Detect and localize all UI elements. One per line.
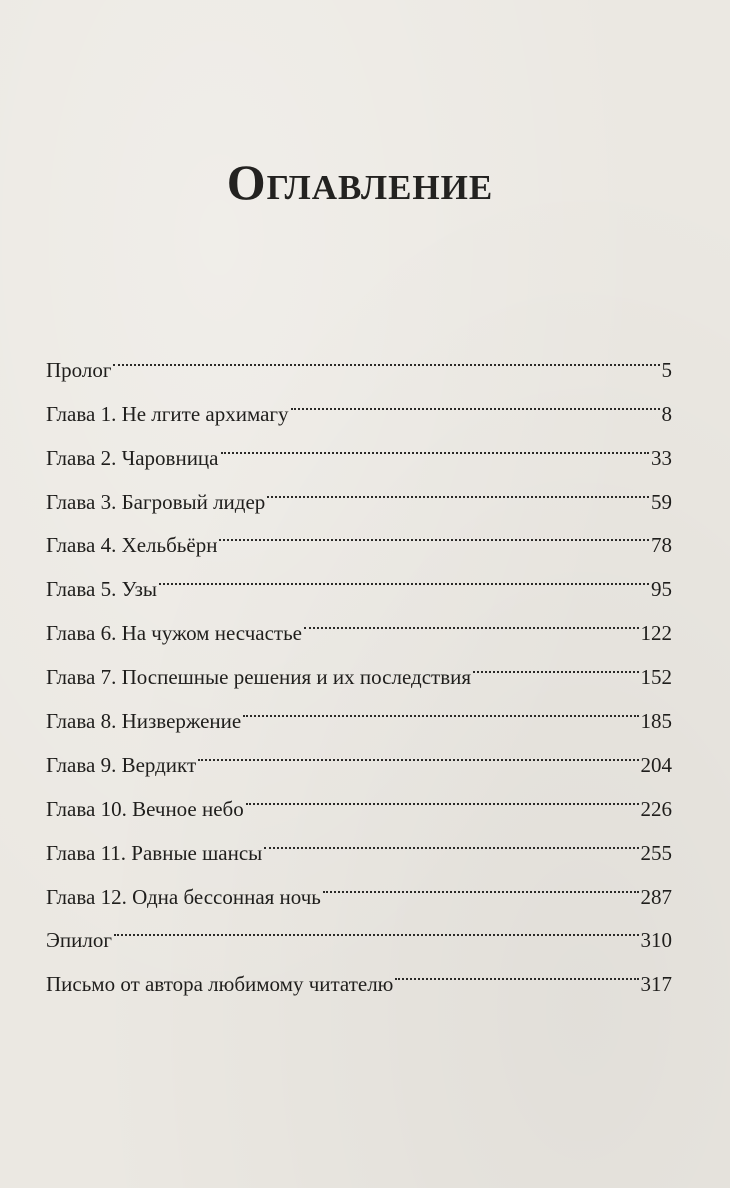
toc-entry-page: 152 (640, 665, 672, 690)
dot-leader (291, 377, 660, 421)
toc-entry-title: Письмо от автора любимому читателю (46, 972, 394, 997)
table-of-contents (46, 333, 672, 997)
toc-entry-title: Глава 4. Хельбьёрн (46, 533, 218, 558)
toc-entry-title: Глава 7. Поспешные решения и их последствия (46, 665, 472, 690)
toc-entry-title: Глава 11. Равные шансы (46, 840, 263, 865)
toc-entry-page: 122 (640, 621, 672, 646)
dot-leader (221, 421, 650, 465)
toc-entry-title: Глава 5. Узы (46, 577, 157, 602)
toc-entry (46, 947, 672, 997)
toc-entry-page: 95 (651, 577, 672, 602)
toc-entry (46, 904, 672, 953)
toc-entry-title: Пролог (46, 357, 112, 382)
dot-leader (246, 772, 639, 816)
dot-leader (304, 596, 639, 640)
dot-leader (114, 904, 639, 948)
toc-entry-page: 185 (640, 709, 672, 734)
page-title: Оглавление (226, 153, 494, 210)
toc-entry-page: 33 (651, 445, 672, 470)
toc-entry-page: 204 (640, 752, 672, 777)
toc-entry-page: 59 (651, 489, 672, 514)
toc-entry-title: Глава 1. Не лгите архимагу (46, 401, 289, 426)
dot-leader (243, 684, 638, 728)
toc-entry-page: 287 (640, 884, 672, 909)
dot-leader (395, 947, 638, 991)
toc-entry-title: Глава 9. Вердикт (46, 752, 197, 777)
dot-leader (264, 816, 638, 860)
dot-leader (198, 728, 638, 772)
dot-leader (159, 552, 649, 596)
dot-leader (113, 333, 659, 377)
toc-entry-page: 226 (640, 796, 672, 821)
toc-entry-page: 8 (661, 401, 672, 426)
toc-entry-title: Глава 6. На чужом несчастье (46, 621, 302, 646)
dot-leader (219, 509, 649, 553)
toc-entry-title: Глава 8. Низвержение (46, 709, 242, 734)
toc-entry-page: 317 (640, 972, 672, 997)
dot-leader (323, 860, 639, 904)
toc-entry-page: 78 (651, 533, 672, 558)
toc-entry (46, 377, 672, 426)
toc-entry (46, 333, 672, 382)
toc-entry-title: Глава 3. Багровый лидер (46, 489, 266, 514)
dot-leader (267, 465, 649, 509)
toc-entry-page: 310 (640, 928, 672, 953)
toc-entry-title: Глава 2. Чаровница (46, 445, 219, 470)
toc-entry-title: Глава 12. Одна бессонная ночь (46, 884, 321, 909)
toc-entry-page: 5 (661, 357, 672, 382)
toc-entry-title: Эпилог (46, 928, 112, 953)
toc-entry-title: Глава 10. Вечное небо (46, 796, 244, 821)
dot-leader (473, 640, 638, 684)
toc-entry-page: 255 (640, 840, 672, 865)
